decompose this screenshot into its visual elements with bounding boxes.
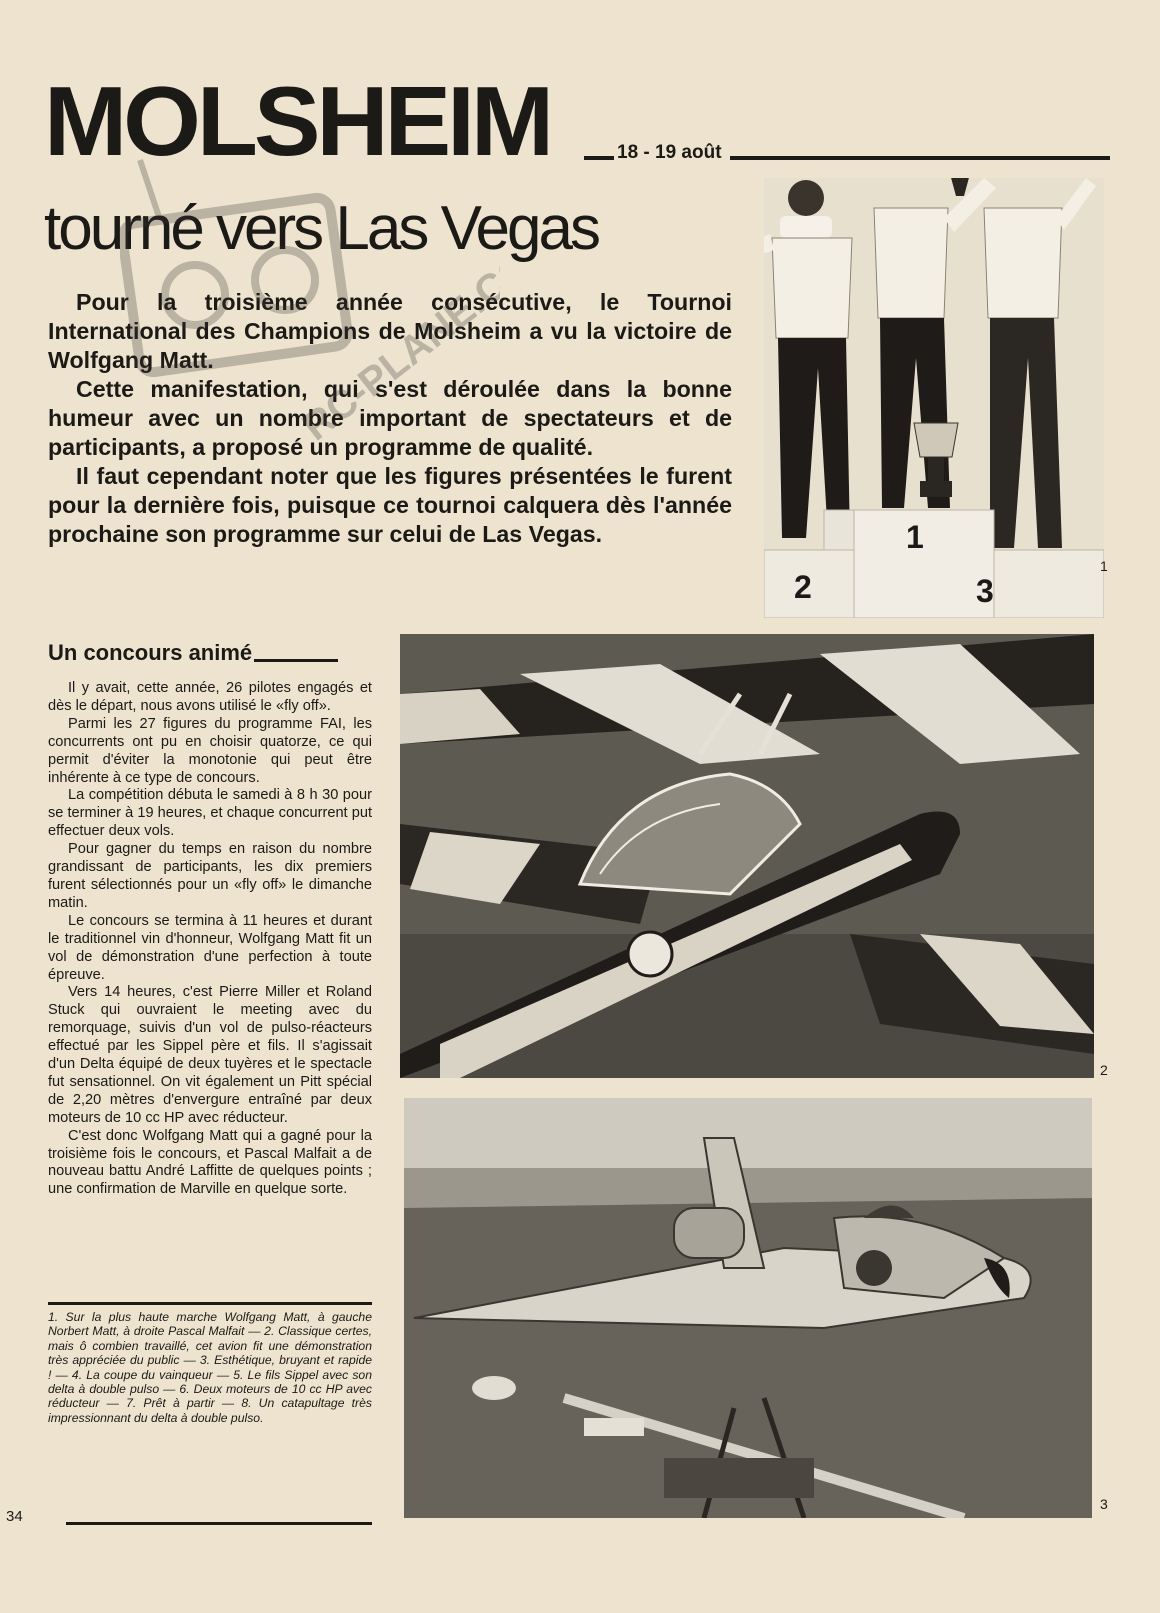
- photo-captions: 1. Sur la plus haute marche Wolfgang Matt, à gauche Norbert Matt, à droite Pascal Malfait — 2. Classique certes, mais ô combien travaillé, cet avion fit une démonstration très appréciée du public — 3. Esthétique, bruyant et rapide ! — 4. La coupe du vainqueur — 5. Le fils Sippel avec son delta à double pulso — 6. Deux moteurs de 10 cc HP avec réducteur — 7. Prêt à partir — 8. Un catapultage très impressionnant du delta à double pulso.: [48, 1310, 372, 1425]
- page-number: 34: [6, 1508, 23, 1525]
- captions-rule: [48, 1302, 372, 1305]
- article-title: MOLSHEIM: [44, 66, 551, 176]
- event-date: 18 - 19 août: [617, 142, 722, 163]
- delta-jet-photo: [404, 1098, 1092, 1518]
- bottom-rule: [66, 1522, 372, 1525]
- aerobatic-plane-photo: [400, 634, 1094, 1078]
- podium-number-1: 1: [906, 519, 924, 555]
- article-body: [48, 680, 372, 1199]
- podium-number-2: 2: [794, 569, 812, 605]
- body-paragraph: C'est donc Wolfgang Matt qui a gagné pour la troisième fois le concours, et Pascal Malfait a de nouveau battu André Laffitte de quelques points ; une confirmation de Marville en quelque sorte.: [48, 1127, 372, 1198]
- body-paragraph: Vers 14 heures, c'est Pierre Miller et Roland Stuck qui ouvraient le meeting avec du remorquage, suivis d'un vol de pulso-réacteurs effectué par les Sippel père et fils. Il s'agissait d'un Delta équipé de deux tuyères et le spectacle fut sensationnel. On vit également un Pitt spécial de 2,20 mètres d'envergure entraîné par deux moteurs de 10 cc HP avec réducteur.: [48, 984, 372, 1126]
- section-heading: [48, 640, 338, 666]
- title-rule-right: [730, 156, 1110, 160]
- body-paragraph: Parmi les 27 figures du programme FAI, les concurrents ont pu en choisir quatorze, ce qui permit d'éviter la monotonie qui peut être inhérente à ce type de concours.: [48, 715, 372, 786]
- watermark-text: RC-PLANE.COM: [294, 222, 500, 450]
- article-subtitle: tourné vers Las Vegas: [44, 194, 598, 263]
- podium-illustration: [764, 178, 1104, 618]
- intro-paragraph: Cette manifestation, qui s'est déroulée dans la bonne humeur avec un nombre important de spectateurs et de participants, a proposé un programme de qualité.: [48, 376, 732, 460]
- body-paragraph: Il y avait, cette année, 26 pilotes engagés et dès le départ, nous avons utilisé le «fly off».: [48, 680, 372, 714]
- figure-number-3: 3: [1100, 1496, 1108, 1512]
- figure-number-2: 2: [1100, 1062, 1108, 1078]
- body-paragraph: Le concours se termina à 11 heures et durant le traditionnel vin d'honneur, Wolfgang Matt fit un vol de démonstration d'une perfection à toute épreuve.: [48, 912, 372, 983]
- podium-photo: [764, 178, 1104, 618]
- body-paragraph: Pour gagner du temps en raison du nombre grandissant de participants, les dix premiers furent sélectionnés pour un «fly off» le dimanche matin.: [48, 841, 372, 911]
- body-paragraph: La compétition débuta le samedi à 8 h 30 pour se terminer à 19 heures, et chaque concurrent put effectuer deux vols.: [48, 787, 372, 840]
- aerobatic-plane-illustration: [400, 634, 1094, 1078]
- section-heading-text: Un concours animé: [48, 640, 253, 665]
- title-rule: [584, 156, 614, 160]
- intro-text: [48, 288, 732, 549]
- delta-jet-illustration: [404, 1098, 1092, 1518]
- section-heading-rule: [254, 659, 338, 662]
- figure-number-1: 1: [1100, 558, 1108, 574]
- intro-paragraph: Pour la troisième année consécutive, le Tournoi International des Champions de Molsheim a vu la victoire de Wolfgang Matt.: [48, 289, 732, 373]
- podium-number-3: 3: [976, 573, 994, 609]
- intro-paragraph: Il faut cependant noter que les figures présentées le furent pour la dernière fois, puisque ce tournoi calquera dès l'année prochaine son programme sur celui de Las Vegas.: [48, 463, 732, 547]
